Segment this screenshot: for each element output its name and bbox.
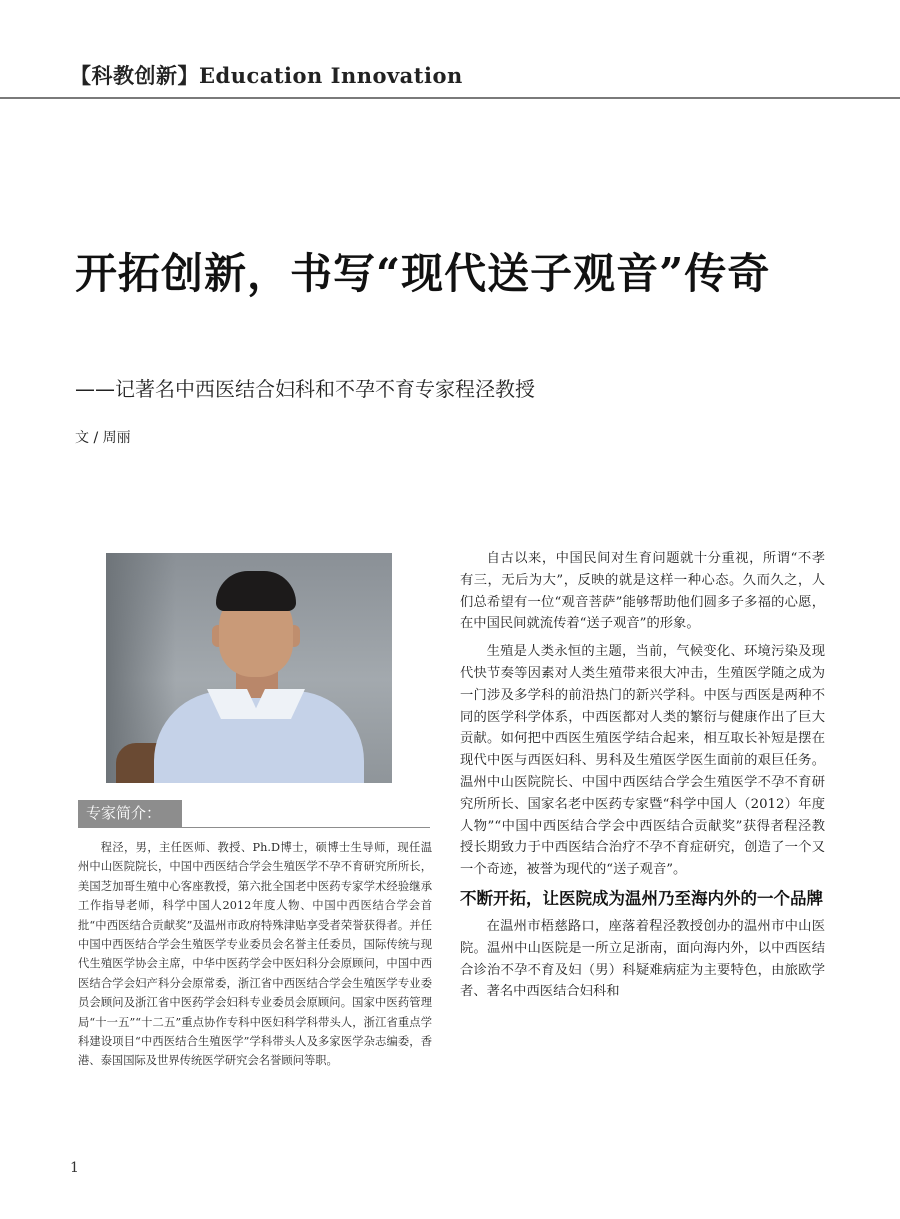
section-header: 【科教创新】Education Innovation <box>70 63 463 88</box>
article-title: 开拓创新，书写“现代送子观音”传奇 <box>75 249 771 298</box>
expert-portrait-photo <box>106 553 392 783</box>
expert-bio: 程泾，男，主任医师、教授、Ph.D博士，硕博士生导师，现任温州中山医院院长，中国中西医结合学会生殖医学不孕不育研究所所长，美国芝加哥生殖中心客座教授，第六批全国老中医药专家学术经验继承工作指导老师，科学中国人2012年度人物、中国中西医结合学会首批“中西医结合贡献奖”及温州市政府特殊津贴享受者荣誉获得者。并任中国中西医结合学会生殖医学专业委员会名誉主任委员，国际传统与现代生殖医学协会主席，中华中医药学会中医妇科分会原顾问，中国中西医结合学会妇产科分会原常委，浙江省中西医结合学会生殖医学专业委员会顾问及浙江省中医药学会妇科专业委员会原顾问。国家中医药管理局“十一五”“十二五”重点协作专科中医妇科学科带头人，浙江省重点学科建设项目“中西医结合生殖医学”学科带头人及多家医学杂志编委，香港、泰国国际及世界传统医学研究会名誉顾问等职。 <box>78 841 432 1068</box>
body-paragraph: 生殖是人类永恒的主题，当前，气候变化、环境污染及现代快节奏等因素对人类生殖带来很大冲击，生殖医学随之成为一门涉及多学科的前沿热门的新兴学科。中医与西医是两种不同的医学科学体系，中西医都对人类的繁衍与健康作出了巨大贡献。如何把中西医生殖医学结合起来，相互取长补短是摆在现代中医与西医妇科、男科及生殖医学医生面前的艰巨任务。温州中山医院院长、中国中西医结合学会生殖医学不孕不育研究所所长、国家名老中医药专家暨“科学中国人（2012）年度人物”“中国中西医结合学会中西医结合贡献奖”获得者程泾教授长期致力于中西医结合治疗不孕不育症研究，创造了一个又一个奇迹，被誉为现代的“送子观音”。 <box>460 644 825 878</box>
article-byline: 文 / 周丽 <box>75 430 131 446</box>
expert-intro-tab: 专家简介： <box>78 800 182 827</box>
section-heading: 不断开拓，让医院成为温州乃至海内外的一个品牌 <box>460 888 823 908</box>
page-number: 1 <box>70 1160 79 1176</box>
body-paragraph: 自古以来，中国民间对生育问题就十分重视，所谓“不孝有三，无后为大”，反映的就是这样一种心态。久而久之，人们总希望有一位“观音菩萨”能够帮助他们圆多子多福的心愿，在中国民间就流传着“送子观音”的形象。 <box>460 551 825 632</box>
article-body <box>460 548 825 1009</box>
article-subtitle: ——记著名中西医结合妇科和不孕不育专家程泾教授 <box>75 377 535 401</box>
header-divider <box>0 97 900 99</box>
body-paragraph: 在温州市梧慈路口，座落着程泾教授创办的温州市中山医院。温州中山医院是一所立足浙南，面向海内外，以中西医结合诊治不孕不育及妇（男）科疑难病症为主要特色，由旅欧学者、著名中西医结合妇科和 <box>460 918 825 1000</box>
expert-intro-divider <box>78 827 430 828</box>
